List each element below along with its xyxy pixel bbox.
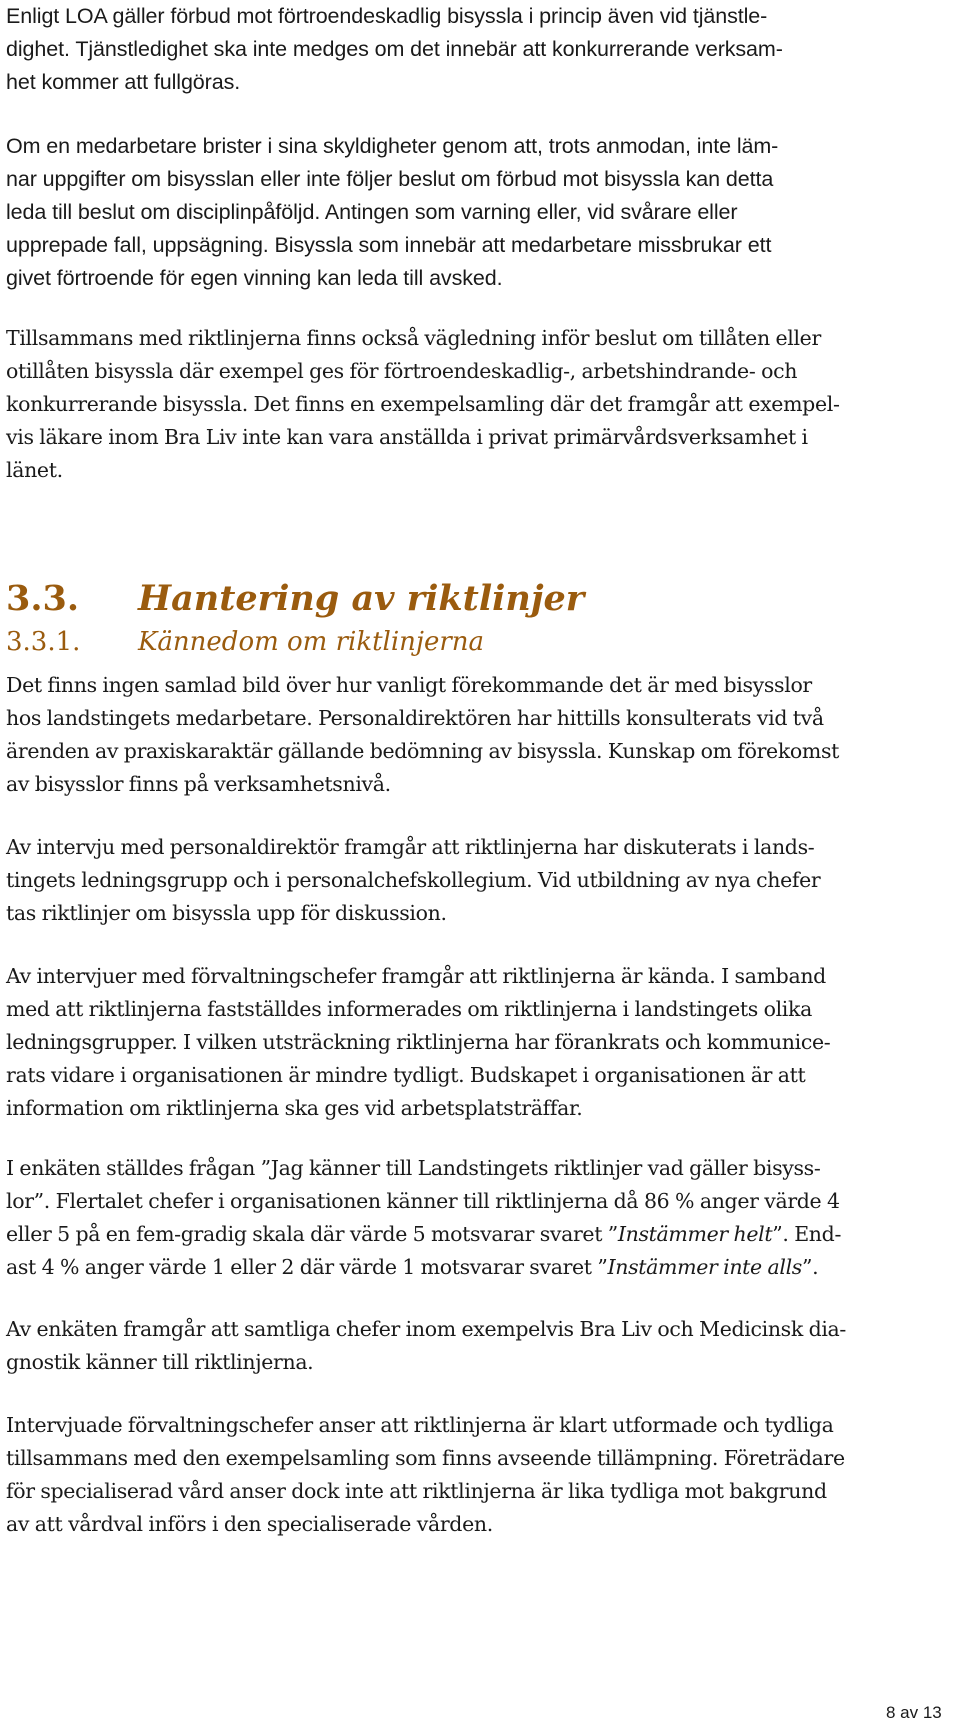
page-number: 8 av 13 [886,1703,942,1722]
text-fragment: ”. [801,1255,819,1279]
text-line: information om riktlinjerna ska ges vid arbetsplatsträffar. [6,1096,583,1120]
text-line: ärenden av praxiskaraktär gällande bedömning av bisyssla. Kunskap om förekomst [6,739,840,763]
paragraph-vagledning [6,322,840,487]
text-line: Av intervju med personaldirektör framgår att riktlinjerna har diskuterats i lands- [6,835,815,859]
section-heading [6,578,584,619]
subsection-heading [6,627,484,657]
text-line: upprepade fall, uppsägning. Bisyssla som innebär att medarbetare missbrukar ett [6,233,772,257]
text-line: av bisysslor finns på verksamhetsnivå. [6,772,391,796]
section-title: Hantering av riktlinjer [138,578,585,619]
paragraph-samlad-bild [6,669,839,801]
text-line [6,1251,841,1284]
text-fragment: ast 4 % anger värde 1 eller 2 där värde 1 motsvarar svaret ” [6,1255,608,1279]
text-line: givet förtroende för egen vinning kan leda till avsked. [6,266,503,290]
section-number: 3.3. [6,578,80,619]
text-line: I enkäten ställdes frågan ”Jag känner till Landstingets riktlinjer vad gäller bisyss- [6,1156,821,1180]
text-line: tingets ledningsgrupp och i personalchefskollegium. Vid utbildning av nya chefer [6,868,821,892]
paragraph-samtliga-chefer [6,1313,846,1379]
text-line: tas riktlinjer om bisyssla upp för diskussion. [6,901,447,925]
paragraph-enkaten [6,1152,841,1284]
text-line: het kommer att fullgöras. [6,70,241,94]
text-line: otillåten bisyssla där exempel ges för förtroendeskadlig-, arbetshindrande- och [6,359,798,383]
text-line: Av intervjuer med förvaltningschefer framgår att riktlinjerna är kända. I samband [6,964,826,988]
emphasis-text: Instämmer helt [617,1222,773,1246]
subsection-number: 3.3.1. [6,627,81,657]
text-line: för specialiserad vård anser dock inte att riktlinjerna är lika tydliga mot bakgrund [6,1479,827,1503]
text-line [6,1218,841,1251]
text-line: nar uppgifter om bisysslan eller inte följer beslut om förbud mot bisyssla kan detta [6,167,774,191]
emphasis-text: Instämmer inte alls [607,1255,802,1279]
text-line: Intervjuade förvaltningschefer anser att riktlinjerna är klart utformade och tydliga [6,1413,834,1437]
text-line: ledningsgrupper. I vilken utsträckning riktlinjerna har förankrats och kommunice- [6,1030,831,1054]
text-line: med att riktlinjerna fastställdes informerades om riktlinjerna i landstingets olika [6,997,812,1021]
text-line: Tillsammans med riktlinjerna finns också vägledning inför beslut om tillåten eller [6,326,821,350]
text-line: tillsammans med den exempelsamling som finns avseende tillämpning. Företrädare [6,1446,845,1470]
paragraph-tydliga-riktlinjer [6,1409,845,1541]
text-line: av att vårdval införs i den specialiserade vården. [6,1512,493,1536]
text-line: Det finns ingen samlad bild över hur vanligt förekommande det är med bisysslor [6,673,812,697]
text-line: konkurrerande bisyssla. Det finns en exempelsamling där det framgår att exempel- [6,392,840,416]
text-line: länet. [6,458,63,482]
subsection-title: Kännedom om riktlinjerna [138,627,485,657]
text-line: rats vidare i organisationen är mindre tydligt. Budskapet i organisationen är att [6,1063,806,1087]
text-line: leda till beslut om disciplinpåföljd. Antingen som varning eller, vid svårare eller [6,200,738,224]
text-line: lor”. Flertalet chefer i organisationen känner till riktlinjerna då 86 % anger värde 4 [6,1189,840,1213]
text-fragment: eller 5 på en fem-gradig skala där värde 5 motsvarar svaret ” [6,1222,618,1246]
text-line: Enligt LOA gäller förbud mot förtroendeskadlig bisyssla i princip även vid tjänstle- [6,4,768,28]
text-fragment: ”. End- [772,1222,842,1246]
text-line: hos landstingets medarbetare. Personaldirektören har hittills konsulterats vid två [6,706,824,730]
paragraph-disciplinpafoljd [6,130,778,295]
paragraph-intervju-personaldirektor [6,831,820,930]
text-line: vis läkare inom Bra Liv inte kan vara anställda i privat primärvårdsverksamhet i [6,425,808,449]
text-line: gnostik känner till riktlinjerna. [6,1350,314,1374]
text-line: Om en medarbetare brister i sina skyldigheter genom att, trots anmodan, inte läm- [6,134,779,158]
text-line: dighet. Tjänstledighet ska inte medges om det innebär att konkurrerande verksam- [6,37,783,61]
text-line: Av enkäten framgår att samtliga chefer inom exempelvis Bra Liv och Medicinsk dia- [6,1317,847,1341]
paragraph-loa-tjanstledighet [6,0,783,99]
paragraph-intervjuer-forvaltningschefer [6,960,830,1125]
